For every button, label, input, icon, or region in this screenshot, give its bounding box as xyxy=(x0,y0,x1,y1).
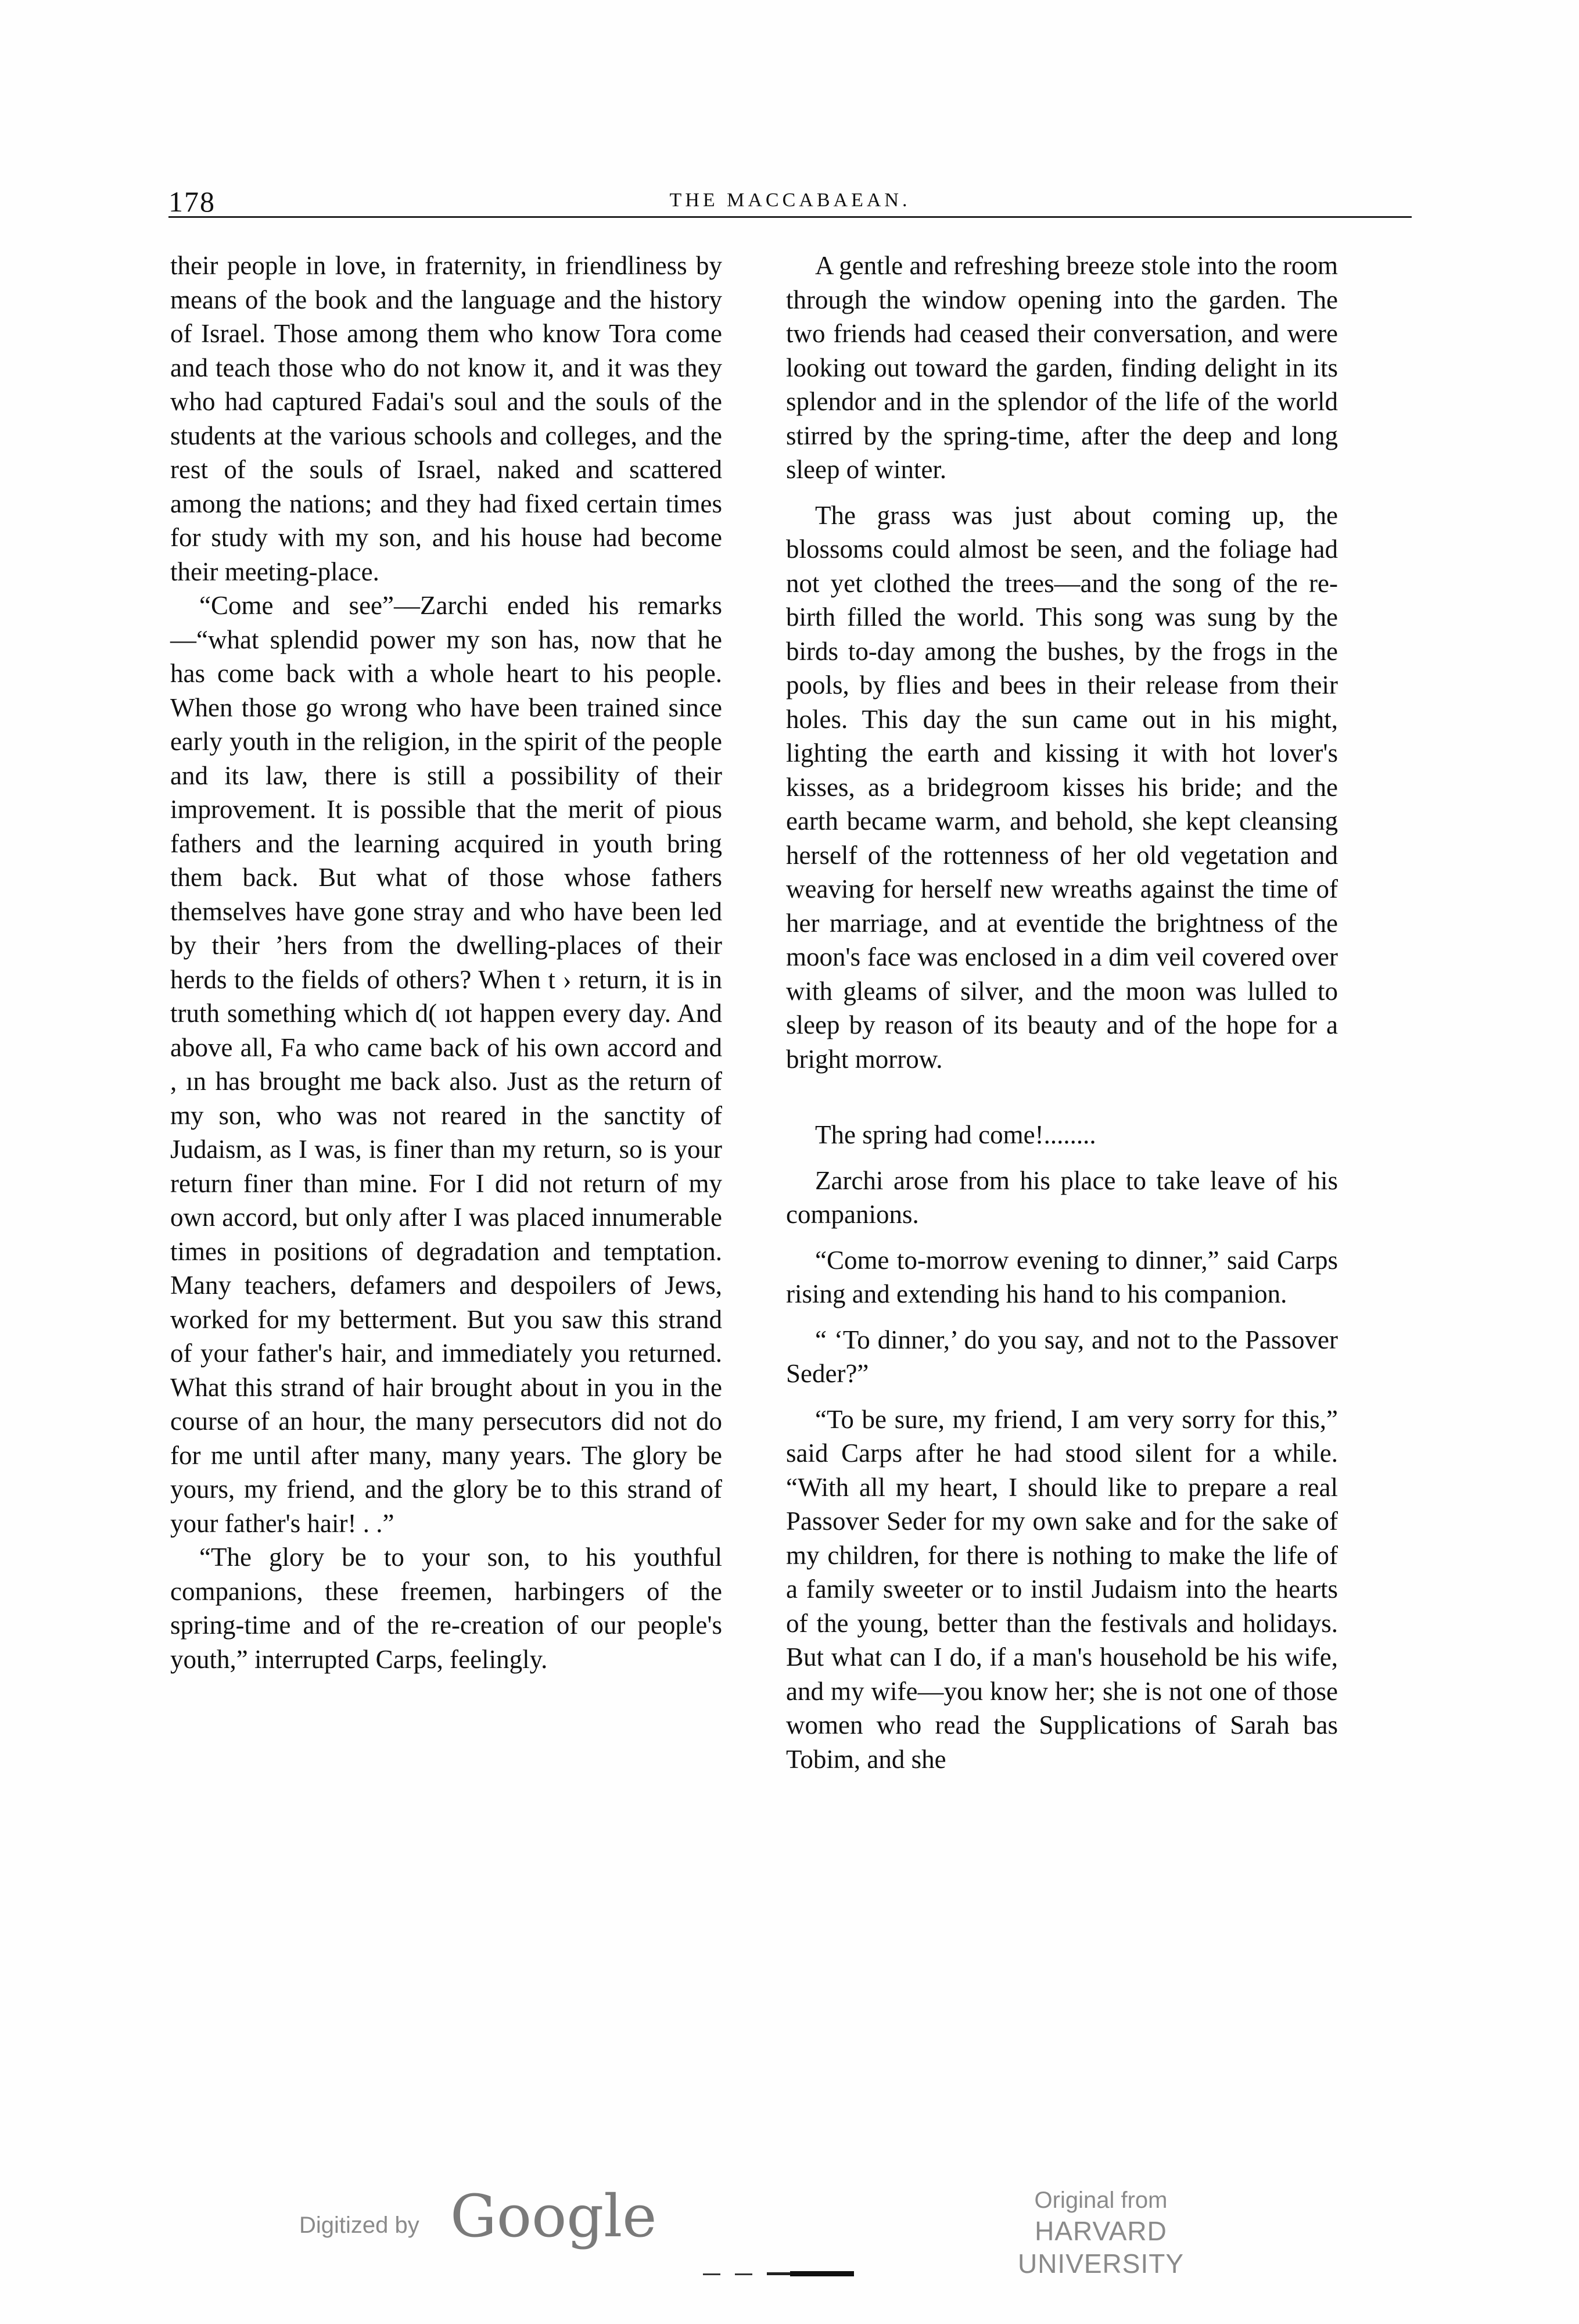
paragraph: “The glory be to your son, to his youthful companions, these freemen, harbingers of the spring-time and of the re-creation of our people's youth,” interrupted Carps, feelingly. xyxy=(170,1543,722,1674)
institution-label: HARVARD UNIVERSITY xyxy=(1017,2216,1185,2279)
paragraph: “Come and see”—Zarchi ended his remarks—“what splendid power my son has, now that he has come back with a whole heart to his people. When those go wrong who have been trained since early youth in the religion, in the spirit of the people and its law, there is still a possibility of their improvement. It is possible that the merit of pious fathers and the learning acquired in youth bring them back. But what of those whose fathers themselves have gone stray and who have been led by their ’hers from the dwelling-places of their herds to the fields of others? When t › return, it is in truth something which d( ıot happen every day. And above all, Fa who came back of his own accord and , ın has brought me back also. Just as the return of my son, who was not reared in the sanctity of Judaism, as I was, is finer than my return, so is your return finer than mine. For I did not return of my own accord, but only after I was placed innumerable times in positions of degradation and temptation. Many teachers, defamers and despoilers of Jews, worked for my betterment. But you saw this strand of your father's hair, and immediately you returned. What this strand of hair brought about in you in the course of an hour, the many persecutors did not do for me until after many, many years. The glory be yours, my friend, and the glory be to this strand of your father's hair! . .” xyxy=(170,591,722,1538)
page-number: 178 xyxy=(168,185,216,218)
paragraph: “Come to-morrow evening to dinner,” said Carps rising and extending his hand to his companion. xyxy=(786,1245,1338,1308)
right-column xyxy=(786,249,1338,1776)
left-column xyxy=(170,249,722,1676)
scan-artifact-mark xyxy=(703,2269,877,2280)
paragraph: “To be sure, my friend, I am very sorry for this,” said Carps after he had stood silent for a while. “With all my heart, I should like to prepare a real Passover Seder for my own sake and for the sake of my children, for there is nothing to make the life of a family sweeter or to instil Judaism into the hearts of the young, better than the festivals and holidays. But what can I do, if a man's household be his wife, and my wife—you know her; she is not one of those women who read the Supplications of Sarah bas Tobim, and she xyxy=(786,1404,1338,1774)
paragraph: A gentle and refreshing breeze stole into the room through the window opening into the garden. The two friends had ceased their conversation, and were looking out toward the garden, finding delight in its splendor and in the splendor of the life of the world stirred by the spring-time, after the deep and long sleep of winter. xyxy=(786,251,1338,484)
paragraph: “ ‘To dinner,’ do you say, and not to the Passover Seder?” xyxy=(786,1325,1338,1388)
original-from-label: Original from xyxy=(1034,2187,1168,2213)
digitized-by-label: Digitized by xyxy=(299,2212,419,2238)
page-header xyxy=(168,185,1412,220)
running-head: THE MACCABAEAN. xyxy=(669,189,911,211)
paragraph: their people in love, in fraternity, in friendliness by means of the book and the language and the history of Israel. Those among them who know Tora come and teach those who do not know it, and it was they who had captured Fadai's soul and the souls of the students at the various schools and colleges, and the rest of the souls of Israel, naked and scattered among the nations; and they had fixed certain times for study with my son, and his house had become their meeting-place. xyxy=(170,251,722,586)
paragraph: Zarchi arose from his place to take leave of his companions. xyxy=(786,1165,1338,1229)
header-rule xyxy=(168,216,1412,218)
original-from-watermark xyxy=(950,2186,1252,2280)
paragraph: The grass was just about coming up, the blossoms could almost be seen, and the foliage had not yet clothed the trees—and the song of the re-birth filled the world. This song was sung by the birds to-day among the bushes, by the frogs in the pools, by flies and bees in their release from their holes. This day the sun came out in his might, lighting the earth and kissing it with hot lover's kisses, as a bridegroom kisses his bride; and the earth became warm, and behold, she kept cleansing herself of the rottenness of her old vegetation and weaving for herself new wreaths against the time of her marriage, and at eventide the brightness of the moon's face was enclosed in a dim veil covered over with gleams of silver, and the moon was lulled to sleep by reason of its beauty and of the hope for a bright morrow. xyxy=(786,500,1338,1074)
google-logo: Google xyxy=(450,2182,657,2250)
paragraph: The spring had come!........ xyxy=(815,1120,1096,1149)
